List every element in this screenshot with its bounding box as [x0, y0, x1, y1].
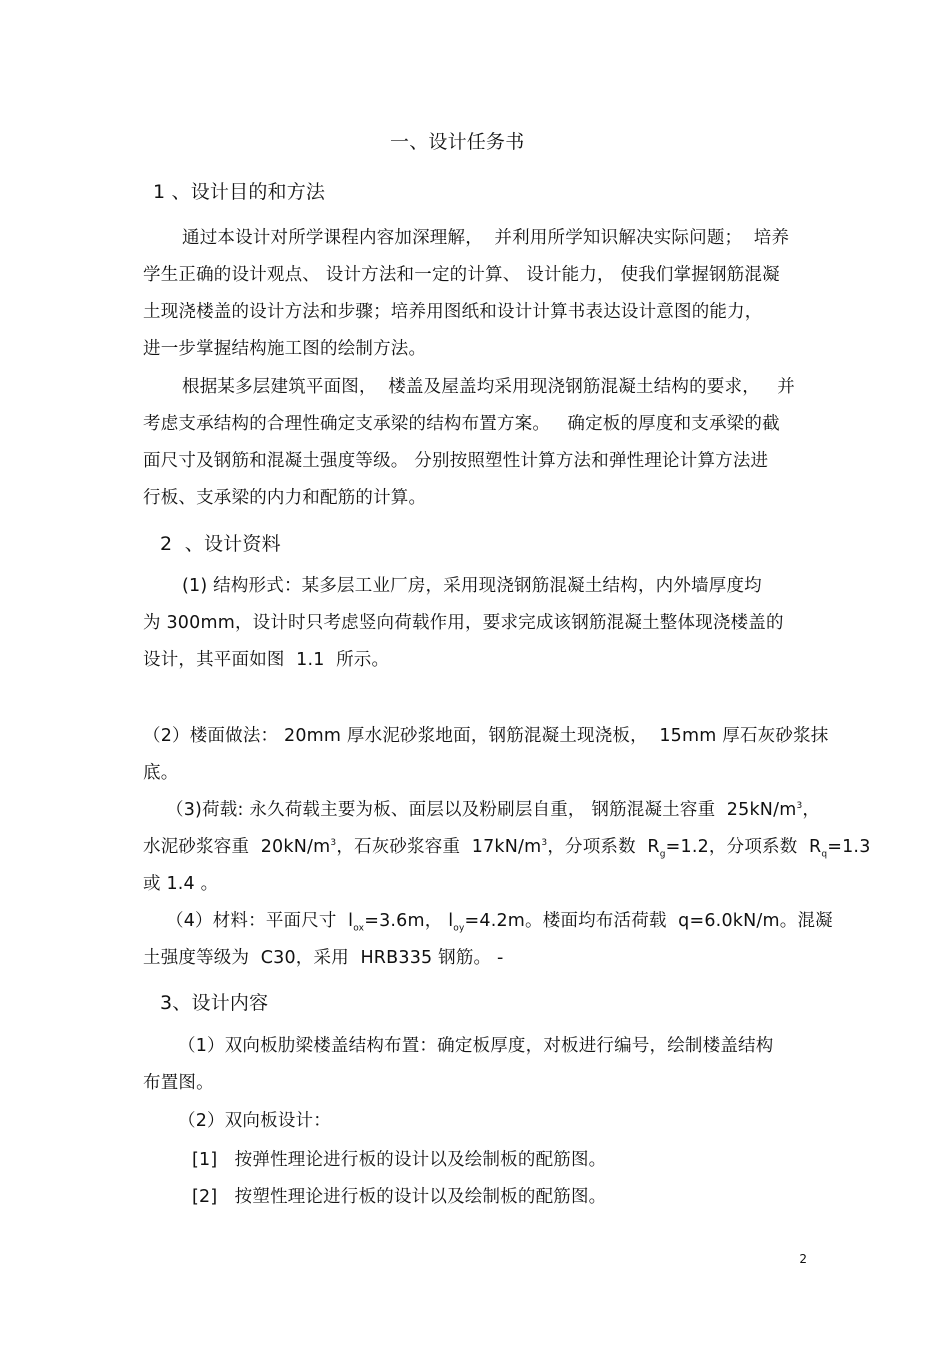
page-title: 一、设计任务书	[390, 131, 525, 153]
section-1-heading: 1 、设计目的和方法	[153, 181, 326, 203]
paragraph-line: （3)荷载: 永久荷载主要为板、面层以及粉刷层自重， 钢筋混凝土容重 $25kN/m^3$，	[166, 800, 821, 820]
paragraph-line: 根据某多层建筑平面图， 楼盖及屋盖均采用现浇钢筋混凝土结构的要求， 并	[182, 377, 795, 397]
paragraph-line: 行板、支承梁的内力和配筋的计算。	[143, 488, 427, 508]
paragraph-line: 进一步掌握结构施工图的绘制方法。	[143, 339, 427, 359]
section-2-heading: 2 、设计资料	[160, 533, 281, 555]
paragraph-line: (1) 结构形式：某多层工业厂房，采用现浇钢筋混凝土结构，内外墙厚度均	[182, 576, 762, 596]
paragraph-line: （1）双向板肋梁楼盖结构布置：确定板厚度，对板进行编号，绘制楼盖结构	[178, 1036, 774, 1056]
paragraph-line: 布置图。	[143, 1073, 214, 1093]
paragraph-line: 底。	[143, 763, 179, 783]
paragraph-line: 水泥砂浆容重 $20kN/m^3$，石灰砂浆容重 $17kN/m^3$，分项系数 $R_g=1.2$，分项系数 $R_q=1.3$	[143, 837, 871, 860]
paragraph-line: 为 300mm，设计时只考虑竖向荷载作用，要求完成该钢筋混凝土整体现浇楼盖的	[143, 613, 784, 633]
list-item: [1] 按弹性理论进行板的设计以及绘制板的配筋图。	[192, 1150, 607, 1170]
paragraph-line: （2）双向板设计：	[178, 1111, 331, 1131]
paragraph-line: 考虑支承结构的合理性确定支承梁的结构布置方案。 确定板的厚度和支承梁的截	[143, 414, 780, 434]
paragraph-line: （4）材料：平面尺寸 $l_{ox}=3.6m$， $l_{oy}=4.2m$。楼面均布活荷载 q=6.0kN/m。混凝	[166, 911, 833, 934]
paragraph-line: 学生正确的设计观点、 设计方法和一定的计算、 设计能力， 使我们掌握钢筋混凝	[143, 265, 780, 285]
paragraph-line: 土现浇楼盖的设计方法和步骤；培养用图纸和设计计算书表达设计意图的能力，	[143, 302, 763, 322]
section-3-heading: 3、设计内容	[160, 992, 269, 1014]
paragraph-line: 或 1.4 。	[143, 874, 219, 894]
paragraph-line: 土强度等级为 C30，采用 HRB335 钢筋。 -	[143, 948, 504, 968]
paragraph-line: 通过本设计对所学课程内容加深理解， 并利用所学知识解决实际问题； 培养	[182, 228, 790, 248]
paragraph-line: 设计，其平面如图 1.1 所示。	[143, 650, 390, 670]
page-number: 2	[799, 1252, 807, 1266]
paragraph-line: （2）楼面做法： 20mm 厚水泥砂浆地面，钢筋混凝土现浇板， 15mm 厚石灰砂浆抹	[143, 726, 829, 746]
paragraph-line: 面尺寸及钢筋和混凝土强度等级。 分别按照塑性计算方法和弹性理论计算方法进	[143, 451, 769, 471]
list-item: [2] 按塑性理论进行板的设计以及绘制板的配筋图。	[192, 1187, 607, 1207]
